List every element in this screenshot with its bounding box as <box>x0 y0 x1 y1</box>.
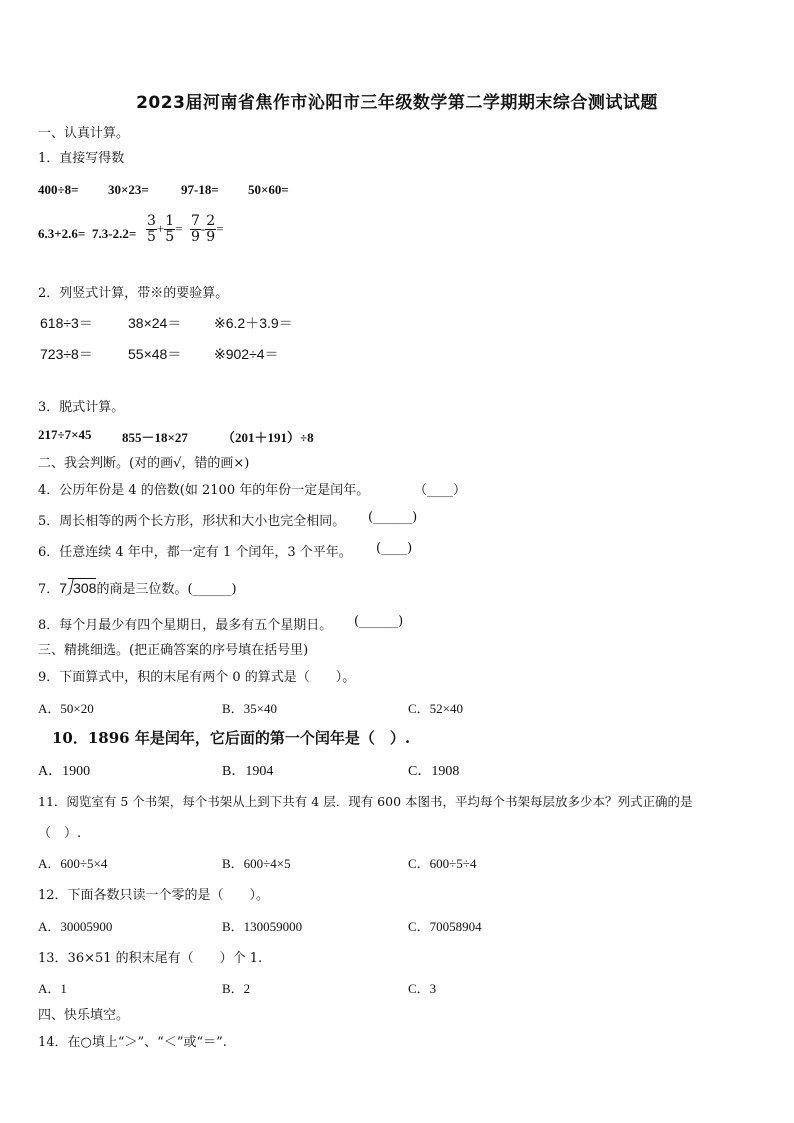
q9-option-b[interactable]: B．35×40 <box>222 701 278 716</box>
q1-label: 1．直接写得数 <box>38 151 125 166</box>
q10-option-c[interactable]: C．1908 <box>408 764 460 779</box>
q12-option-b[interactable]: B．130059000 <box>222 919 303 934</box>
q4-answer-blank[interactable]: （____） <box>414 483 467 498</box>
section-1-heading: 一、认真计算。 <box>38 126 130 141</box>
q1-item-5: 6.3+2.6= <box>38 226 86 241</box>
q11-option-b[interactable]: B．600÷4×5 <box>222 856 291 871</box>
q14-text: 14．在○填上“＞”、“＜”或“＝”. <box>38 1035 227 1050</box>
fraction <box>190 214 201 245</box>
q2-item-4: 723÷8＝ <box>40 346 93 362</box>
q8-answer-blank[interactable]: (______) <box>354 614 404 629</box>
fraction-denominator: 9 <box>191 229 200 245</box>
q2-item-5: 55×48＝ <box>128 346 182 362</box>
divisor: 7 <box>59 580 68 596</box>
minus-sign: - <box>200 221 206 236</box>
fraction-denominator: 5 <box>165 229 175 245</box>
q9-option-c[interactable]: C．52×40 <box>408 701 464 716</box>
q1-item-1: 400÷8= <box>38 182 79 197</box>
q5-text: 5．周长相等的两个长方形，形状和大小也完全相同。 <box>38 514 346 529</box>
q12-option-c[interactable]: C．70058904 <box>408 919 482 934</box>
q10-option-a[interactable]: A．1900 <box>38 764 91 779</box>
q11-text-continued: （ ）. <box>38 826 82 841</box>
page-title: 2023届河南省焦作市沁阳市三年级数学第二学期期末综合测试试题 <box>136 93 658 113</box>
q2-item-1: 618÷3＝ <box>40 315 93 331</box>
q11-text: 11．阅览室有 5 个书架，每个书架从上到下共有 4 层．现有 600 本图书，平均每个书架每层放多少本？列式正确的是 <box>38 794 693 809</box>
q12-option-a[interactable]: A．30005900 <box>38 919 113 934</box>
fraction-denominator: 9 <box>206 229 216 245</box>
q1-item-2: 30×23= <box>108 182 149 197</box>
fraction <box>205 214 216 245</box>
q3-item-2: 855－18×27 <box>122 430 188 445</box>
q2-label: 2．列竖式计算，带※的要验算。 <box>38 286 229 301</box>
q8-text: 8．每个月最少有四个星期日，最多有五个星期日。 <box>38 618 333 633</box>
q11-option-c[interactable]: C．600÷5÷4 <box>408 856 477 871</box>
q10-text: 10．1896 年是闰年，它后面的第一个闰年是（ ）. <box>52 729 411 747</box>
q4-text: 4．公历年份是 4 的倍数(如 2100 年的年份一定是闰年。 <box>38 483 370 498</box>
q9-option-a[interactable]: A．50×20 <box>38 701 94 716</box>
section-4-heading: 四、快乐填空。 <box>38 1008 130 1023</box>
division-bar <box>68 578 96 579</box>
q3-label: 3．脱式计算。 <box>38 400 125 415</box>
q1-fraction-expression-2 <box>190 214 224 245</box>
q12-text: 12．下面各数只读一个零的是（ ）。 <box>38 888 270 903</box>
dividend: 308 <box>73 580 97 596</box>
q2-item-3: ※6.2＋3.9＝ <box>214 315 293 331</box>
long-division-symbol <box>59 580 96 596</box>
plus-sign: + <box>156 221 165 236</box>
equals-sign: = <box>175 221 183 236</box>
q7-line <box>38 578 237 597</box>
q3-item-1: 217÷7×45 <box>38 427 92 442</box>
q7-number: 7． <box>38 582 60 597</box>
fraction-numerator: 1 <box>165 213 175 229</box>
section-2-heading: 二、我会判断。(对的画√，错的画×) <box>38 456 250 471</box>
q13-option-c[interactable]: C．3 <box>408 981 437 996</box>
q6-answer-blank[interactable]: (____) <box>376 541 413 556</box>
fraction-numerator: 3 <box>147 213 156 229</box>
fraction-denominator: 5 <box>147 229 156 245</box>
q2-item-6: ※902÷4＝ <box>214 346 279 362</box>
fraction-numerator: 7 <box>191 213 200 229</box>
q2-item-2: 38×24＝ <box>128 315 182 331</box>
q1-item-4: 50×60= <box>248 182 289 197</box>
q9-text: 9．下面算式中，积的末尾有两个 0 的算式是（ ）。 <box>38 670 356 685</box>
q11-option-a[interactable]: A．600÷5×4 <box>38 856 108 871</box>
q10-option-b[interactable]: B．1904 <box>222 764 274 779</box>
q13-option-a[interactable]: A．1 <box>38 981 67 996</box>
q7-text: 的商是三位数。 <box>96 582 188 597</box>
q3-item-3: （201＋191）÷8 <box>222 430 314 445</box>
q1-fraction-expression-1 <box>146 214 183 245</box>
equals-sign: = <box>216 221 224 236</box>
fraction <box>146 214 157 245</box>
q1-item-3: 97-18= <box>181 182 219 197</box>
fraction-numerator: 2 <box>206 213 216 229</box>
q7-answer-blank[interactable]: (______) <box>187 582 237 597</box>
q13-option-b[interactable]: B．2 <box>222 981 251 996</box>
q1-item-6: 7.3-2.2= <box>92 226 137 241</box>
fraction <box>164 214 175 245</box>
q5-answer-blank[interactable]: (______) <box>368 510 418 525</box>
q13-text: 13．36×51 的积末尾有（ ）个 1. <box>38 951 263 966</box>
q6-text: 6．任意连续 4 年中，都一定有 1 个闰年，3 个平年。 <box>38 545 352 560</box>
section-3-heading: 三、精挑细选。(把正确答案的序号填在括号里) <box>38 643 309 658</box>
